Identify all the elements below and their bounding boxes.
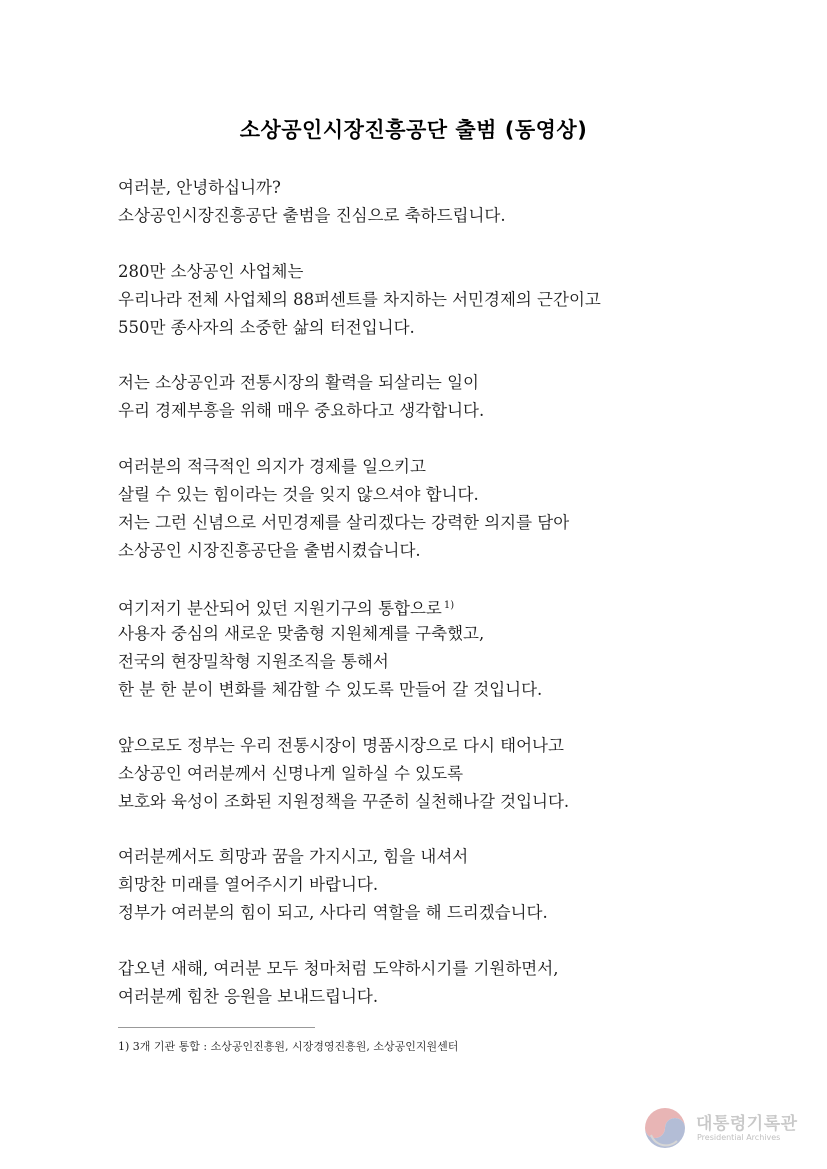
paragraph bbox=[118, 453, 758, 565]
text-line: 280만 소상공인 사업체는 bbox=[118, 261, 304, 281]
text-line: 전국의 현장밀착형 지원조직을 통해서 bbox=[118, 652, 389, 671]
text-line: 소상공인시장진흥공단 출범을 진심으로 축하드립니다. bbox=[118, 206, 506, 225]
text-line: 여러분, 안녕하십니까? bbox=[118, 178, 281, 197]
text-line: 여러분께서도 희망과 꿈을 가지시고, 힘을 내셔서 bbox=[118, 847, 469, 866]
text-line: 한 분 한 분이 변화를 체감할 수 있도록 만들어 갈 것입니다. bbox=[118, 680, 543, 699]
archives-taegeuk-logo-icon bbox=[642, 1105, 688, 1151]
text-line: 저는 그런 신념으로 서민경제를 살리겠다는 강력한 의지를 담아 bbox=[118, 512, 570, 532]
text-line: 살릴 수 있는 힘이라는 것을 잊지 않으셔야 합니다. bbox=[118, 484, 479, 504]
document-title: 소상공인시장진흥공단 출범 (동영상) bbox=[239, 118, 588, 142]
paragraph bbox=[118, 732, 758, 816]
archives-watermark bbox=[642, 1103, 812, 1155]
text-line: 사용자 중심의 새로운 맞춤형 지원체계를 구축했고, bbox=[118, 624, 485, 643]
archives-name: 대통령기록관 bbox=[696, 1114, 798, 1134]
text-line: 소상공인 시장진흥공단을 출범시켰습니다. bbox=[118, 540, 421, 560]
paragraph bbox=[118, 174, 758, 230]
text-line: 정부가 여러분의 힘이 되고, 사다리 역할을 해 드리겠습니다. bbox=[118, 903, 548, 922]
text-line: 여러분께 힘찬 응원을 보내드립니다. bbox=[118, 986, 379, 1006]
archives-subtitle: Presidential Archives bbox=[697, 1133, 781, 1142]
text-line: 우리나라 전체 사업체의 88퍼센트를 차지하는 서민경제의 근간이고 bbox=[118, 289, 601, 309]
text-line: 저는 소상공인과 전통시장의 활력을 되살리는 일이 bbox=[118, 373, 479, 392]
text-line: 보호와 육성이 조화된 지원정책을 꾸준히 실천해나갈 것입니다. bbox=[118, 791, 570, 811]
text-line: 소상공인 여러분께서 신명나게 일하실 수 있도록 bbox=[118, 763, 464, 783]
text-line: 갑오년 새해, 여러분 모두 청마처럼 도약하시기를 기원하면서, bbox=[118, 958, 559, 978]
text-line-with-footnote bbox=[118, 592, 758, 620]
footnote-reference[interactable]: 1) bbox=[443, 600, 455, 611]
text-line: 희망찬 미래를 열어주시기 바랍니다. bbox=[118, 875, 379, 894]
paragraph bbox=[118, 258, 758, 342]
paragraph bbox=[118, 955, 758, 1011]
text-line: 여러분의 적극적인 의지가 경제를 일으키고 bbox=[118, 456, 426, 476]
paragraph bbox=[118, 369, 758, 425]
text-line: 550만 종사자의 소중한 삶의 터전입니다. bbox=[118, 317, 415, 337]
footnote-divider bbox=[118, 1027, 315, 1028]
speech-body bbox=[118, 174, 758, 1038]
text-line: 우리 경제부흥을 위해 매우 중요하다고 생각합니다. bbox=[118, 401, 485, 420]
paragraph bbox=[118, 592, 758, 704]
text-line: 앞으로도 정부는 우리 전통시장이 명품시장으로 다시 태어나고 bbox=[118, 735, 564, 755]
footnote: 1) 3개 기관 통합 : 소상공인진흥원, 시장경영진흥원, 소상공인지원센터 bbox=[118, 1040, 459, 1053]
text-line-content: 여기저기 분산되어 있던 지원기구의 통합으로 bbox=[118, 599, 442, 618]
paragraph bbox=[118, 843, 758, 927]
